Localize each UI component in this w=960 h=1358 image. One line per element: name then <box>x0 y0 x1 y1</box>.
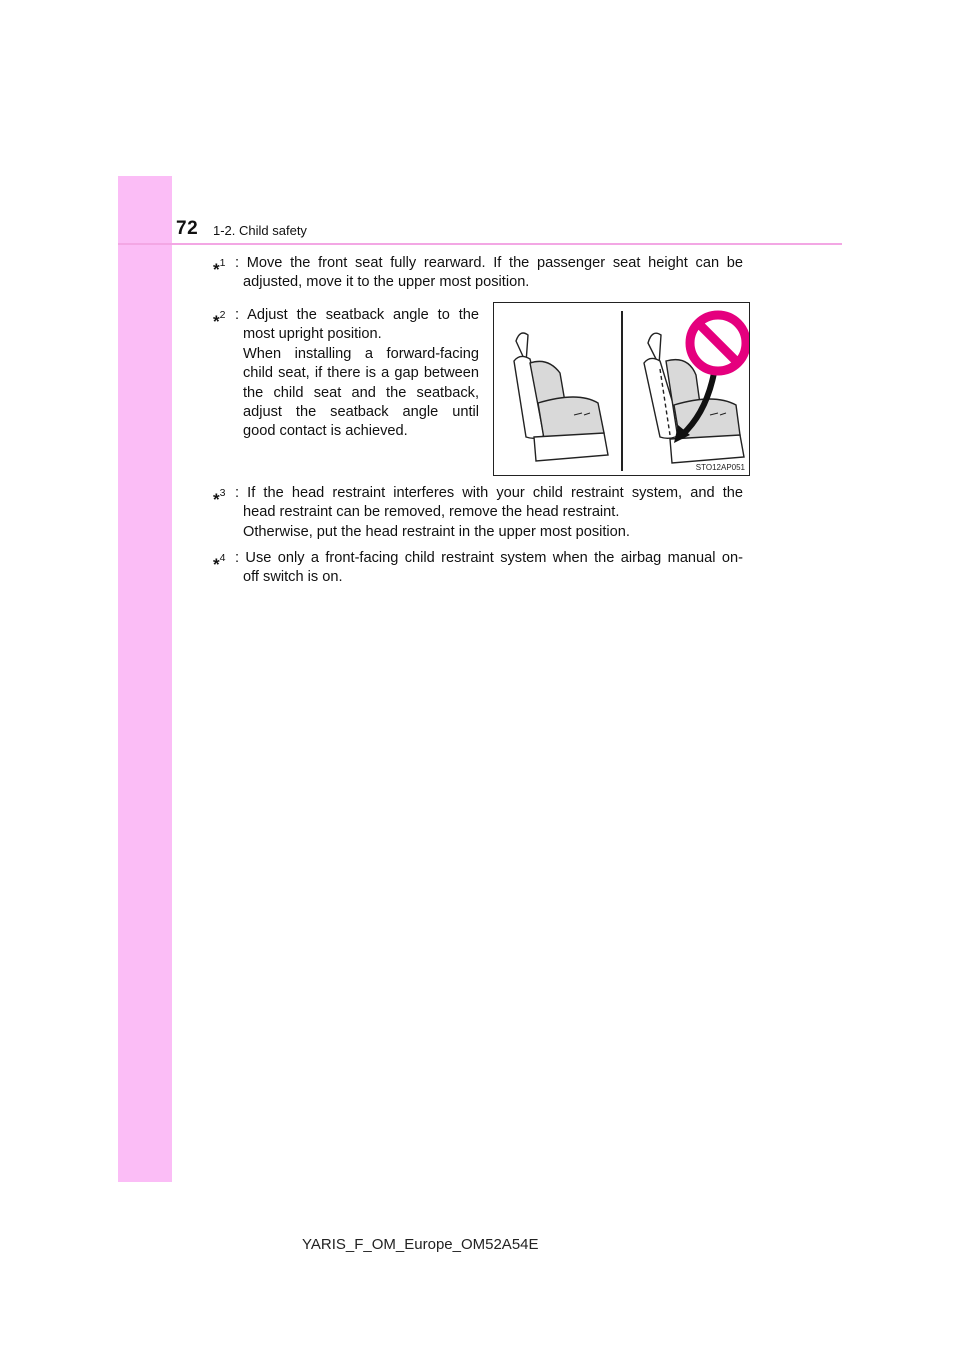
footnote-line: most upright position. <box>243 326 382 343</box>
footnote-marker: *$^1$ <box>213 257 226 279</box>
prohibited-icon <box>690 315 746 371</box>
footnote-line: : If the head restraint interferes with your child restraint system, and the <box>235 485 743 501</box>
footnote-line: adjusted, move it to the upper most position. <box>243 274 530 291</box>
page-number: 72 <box>176 218 199 239</box>
header-divider <box>118 243 842 245</box>
section-title: 1-2. Child safety <box>213 223 307 238</box>
footnote-line: adjust the seatback angle until <box>243 404 479 421</box>
footnote-1 <box>213 254 743 293</box>
footnote-line: When installing a forward-facing <box>243 345 479 362</box>
footnote-marker: *$^2$ <box>213 309 226 331</box>
footnote-line: head restraint can be removed, remove the head restraint. <box>243 504 620 521</box>
footnote-line: : Move the front seat fully rearward. If the passenger seat height can be <box>235 255 743 271</box>
seatback-angle-illustration <box>493 302 750 476</box>
footnote-marker: *$^3$ <box>213 487 226 509</box>
figure-code: STO12AP051 <box>695 463 745 472</box>
document-id: YARIS_F_OM_Europe_OM52A54E <box>302 1236 539 1253</box>
footnote-marker: *$^4$ <box>213 552 226 574</box>
footnote-line: the child seat and the seatback, <box>243 384 479 401</box>
footnote-line: child seat, if there is a gap between <box>243 365 479 382</box>
footnote-line: good contact is achieved. <box>243 423 408 440</box>
footnote-line: off switch is on. <box>243 569 343 586</box>
footnote-line: : Use only a front-facing child restraint system when the airbag manual on- <box>235 550 743 566</box>
footnote-line: Otherwise, put the head restraint in the upper most position. <box>243 523 630 540</box>
footnote-line: : Adjust the seatback angle to the <box>235 307 479 323</box>
footnote-4 <box>213 549 743 588</box>
footnote-3 <box>213 484 743 542</box>
chapter-sidebar-tab <box>118 176 172 1182</box>
seat-correct-icon <box>514 333 608 461</box>
footnote-2 <box>213 306 479 442</box>
